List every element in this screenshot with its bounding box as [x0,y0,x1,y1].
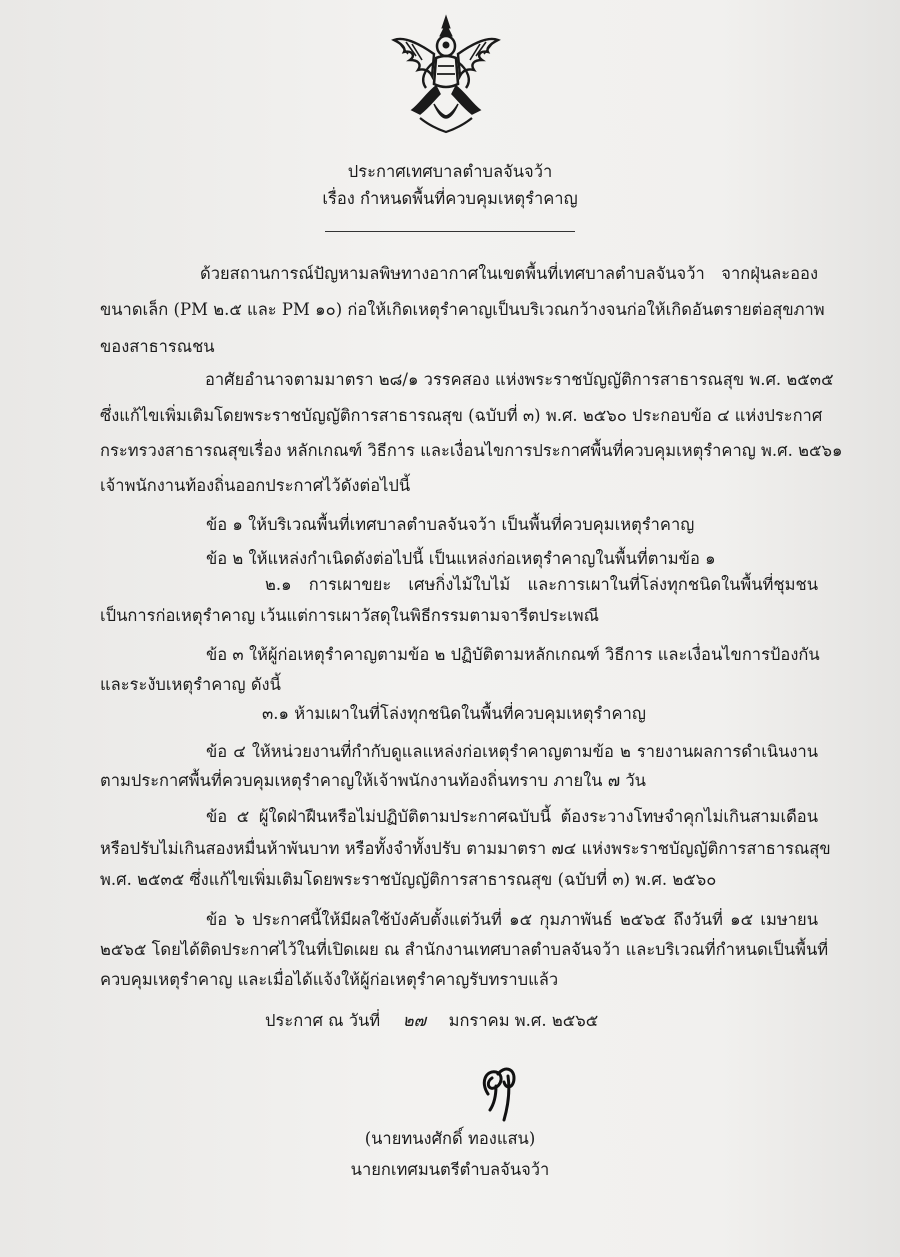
clause-5-cont: พ.ศ. ๒๕๓๕ ซึ่งแก้ไขเพิ่มเติมโดยพระราชบัญญัติการสาธารณสุข (ฉบับที่ ๓) พ.ศ. ๒๕๖๐ [100,870,717,889]
clause-2-1-cont: เป็นการก่อเหตุรำคาญ เว้นแต่การเผาวัสดุในพิธีกรรมตามจารีตประเพณี [100,606,599,625]
title-divider [325,231,575,232]
clause-1: ข้อ ๑ ให้บริเวณพื้นที่เทศบาลตำบลจันจว้า เป็นพื้นที่ควบคุมเหตุรำคาญ [206,515,695,534]
paragraph-line: อาศัยอำนาจตามมาตรา ๒๘/๑ วรรคสอง แห่งพระราชบัญญัติการสาธารณสุข พ.ศ. ๒๕๓๕ [205,370,834,389]
announcement-title: ประกาศเทศบาลตำบลจันจว้า [347,162,553,181]
paragraph-line: ของสาธารณชน [100,337,215,356]
clause-2: ข้อ ๒ ให้แหล่งกำเนิดดังต่อไปนี้ เป็นแหล่งก่อเหตุรำคาญในพื้นที่ตามข้อ ๑ [206,549,716,568]
garuda-emblem-icon [390,14,502,134]
signatory-name: (นายทนงศักดิ์ ทองแสน) [364,1129,536,1148]
paragraph-line: ด้วยสถานการณ์ปัญหามลพิษทางอากาศในเขตพื้นที่เทศบาลตำบลจันจว้า จากฝุ่นละออง [200,264,818,283]
paragraph-line: เจ้าพนักงานท้องถิ่นออกประกาศไว้ดังต่อไปนี้ [100,476,411,495]
clause-5-cont: หรือปรับไม่เกินสองหมื่นห้าพันบาท หรือทั้งจำทั้งปรับ ตามมาตรา ๗๔ แห่งพระราชบัญญัติการสาธารณสุข [100,839,831,858]
dateline [265,1009,598,1033]
dateline-prefix: ประกาศ ณ วันที่ [265,1011,381,1030]
clause-2-1: ๒.๑ การเผาขยะ เศษกิ่งไม้ใบไม้ และการเผาในที่โล่งทุกชนิดในพื้นที่ชุมชน [265,575,818,594]
clause-5: ข้อ ๕ ผู้ใดฝ่าฝืนหรือไม่ปฏิบัติตามประกาศฉบับนี้ ต้องระวางโทษจำคุกไม่เกินสามเดือน [206,807,818,826]
announcement-subject: เรื่อง กำหนดพื้นที่ควบคุมเหตุรำคาญ [322,189,578,208]
dateline-day: ๒๗ [402,1011,427,1030]
clause-6: ข้อ ๖ ประกาศนี้ให้มีผลใช้บังคับตั้งแต่วันที่ ๑๕ กุมภาพันธ์ ๒๕๖๕ ถึงวันที่ ๑๕ เมษายน [206,910,818,929]
paragraph-line: ขนาดเล็ก (PM ๒.๕ และ PM ๑๐) ก่อให้เกิดเหตุรำคาญเป็นบริเวณกว้างจนก่อให้เกิดอันตรายต่อสุขภาพ [100,300,825,319]
paragraph-line: ซึ่งแก้ไขเพิ่มเติมโดยพระราชบัญญัติการสาธารณสุข (ฉบับที่ ๓) พ.ศ. ๒๕๖๐ ประกอบข้อ ๔ แห่งประกาศ [100,406,823,425]
paragraph-line: กระทรวงสาธารณสุขเรื่อง หลักเกณฑ์ วิธีการ และเงื่อนไขการประกาศพื้นที่ควบคุมเหตุรำคาญ พ.ศ. ๒๕๖๑ [100,441,843,460]
handwritten-signature [474,1064,524,1124]
clause-3: ข้อ ๓ ให้ผู้ก่อเหตุรำคาญตามข้อ ๒ ปฏิบัติตามหลักเกณฑ์ วิธีการ และเงื่อนไขการป้องกัน [206,645,820,664]
clause-4: ข้อ ๔ ให้หน่วยงานที่กำกับดูแลแหล่งก่อเหตุรำคาญตามข้อ ๒ รายงานผลการดำเนินงาน [206,742,818,761]
clause-4-cont: ตามประกาศพื้นที่ควบคุมเหตุรำคาญให้เจ้าพนักงานท้องถิ่นทราบ ภายใน ๗ วัน [100,771,646,790]
dateline-suffix: มกราคม พ.ศ. ๒๕๖๕ [448,1011,599,1030]
clause-3-1: ๓.๑ ห้ามเผาในที่โล่งทุกชนิดในพื้นที่ควบคุมเหตุรำคาญ [262,704,646,723]
clause-6-cont: ควบคุมเหตุรำคาญ และเมื่อได้แจ้งให้ผู้ก่อเหตุรำคาญรับทราบแล้ว [100,970,559,989]
clause-3-cont: และระงับเหตุรำคาญ ดังนี้ [100,675,281,694]
clause-6-cont: ๒๕๖๕ โดยได้ติดประกาศไว้ในที่เปิดเผย ณ สำนักงานเทศบาลตำบลจันจว้า และบริเวณที่กำหนดเป็นพื้นที่ [100,940,829,959]
signatory-title: นายกเทศมนตรีตำบลจันจว้า [350,1160,550,1179]
